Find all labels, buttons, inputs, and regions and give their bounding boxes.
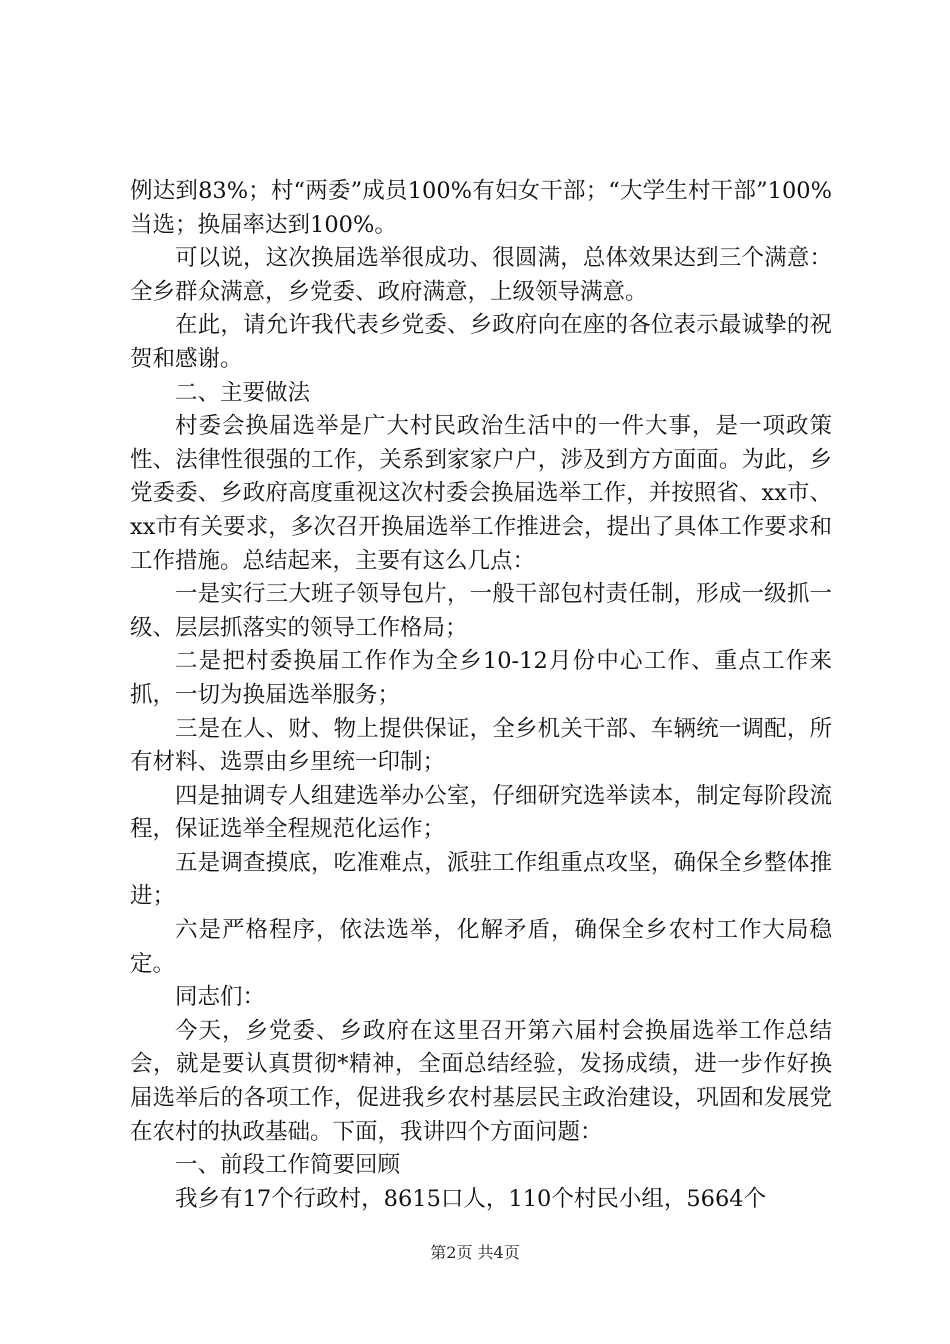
salutation: 同志们： [175, 984, 266, 1011]
list-item: 四是抽调专人组建选举办公室，仔细研究选举读本，制定每阶段流程，保证选举全程规范化运作； [130, 782, 832, 843]
document-body [130, 175, 832, 1216]
page-number-footer: 第2页 共4页 [430, 1243, 520, 1262]
list-item: 二是把村委换届工作作为全乡10-12月份中心工作、重点工作来抓，一切为换届选举服务； [130, 648, 832, 708]
list-item: 五是调查摸底，吃准难点，派驻工作组重点攻坚，确保全乡整体推进； [130, 849, 832, 910]
list-item: 三是在人、财、物上提供保证，全乡机关干部、车辆统一调配，所有材料、选票由乡里统一印制； [130, 715, 832, 776]
section-heading: 一、前段工作简要回顾 [175, 1152, 401, 1179]
section-heading: 二、主要做法 [175, 379, 311, 406]
list-item: 一是实行三大班子领导包片，一般干部包村责任制，形成一级抓一级、层层抓落实的领导工作格局； [130, 581, 832, 641]
paragraph: 例达到83%；村“两委”成员100%有妇女干部；“大学生村干部”100%当选；换届率达到100%。 [130, 178, 832, 238]
paragraph: 村委会换届选举是广大村民政治生活中的一件大事，是一项政策性、法律性很强的工作，关系到家家户户，涉及到方方面面。为此，乡党委委、乡政府高度重视这次村委会换届选举工作，并按照省、xx市、xx市有关要求，多次召开换届选举工作推进会，提出了具体工作要求和工作措施。总结起来，主要有这么几点： [130, 413, 832, 574]
paragraph: 在此，请允许我代表乡党委、乡政府向在座的各位表示最诚挚的祝贺和感谢。 [130, 312, 832, 372]
list-item: 六是严格程序，依法选举，化解矛盾，确保全乡农村工作大局稳定。 [130, 917, 832, 977]
paragraph: 我乡有17个行政村，8615口人，110个村民小组，5664个 [175, 1185, 767, 1212]
paragraph: 今天，乡党委、乡政府在这里召开第六届村会换届选举工作总结会，就是要认真贯彻*精神，全面总结经验，发扬成绩，进一步作好换届选举后的各项工作，促进我乡农村基层民主政治建设，巩固和发展党在农村的执政基础。下面，我讲四个方面问题： [130, 1017, 832, 1145]
paragraph: 可以说，这次换届选举很成功、很圆满，总体效果达到三个满意：全乡群众满意，乡党委、政府满意，上级领导满意。 [130, 245, 832, 305]
